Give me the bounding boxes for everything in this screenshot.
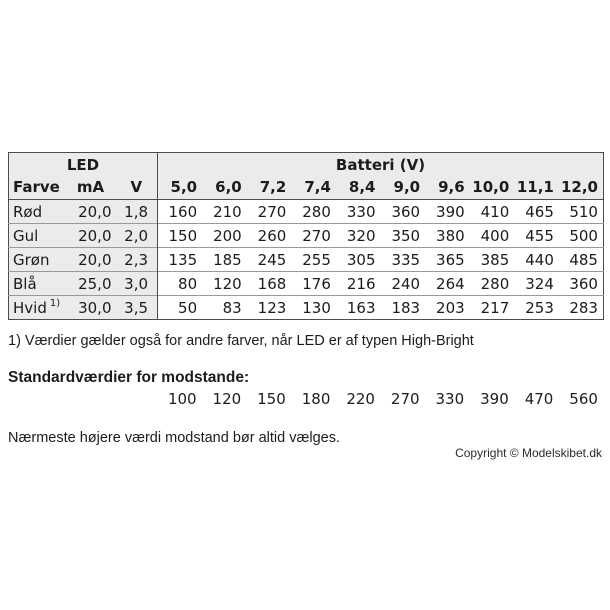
column-header-voltage: 10,0 xyxy=(470,175,515,200)
table-row xyxy=(9,200,604,224)
cell-resistor-value: 123 xyxy=(247,296,292,320)
cell-resistor-value: 260 xyxy=(247,224,292,248)
cell-resistor-value: 253 xyxy=(514,296,559,320)
cell-resistor-value: 465 xyxy=(514,200,559,224)
cell-resistor-value: 183 xyxy=(381,296,426,320)
cell-resistor-value: 335 xyxy=(381,248,426,272)
cell-resistor-value: 385 xyxy=(470,248,515,272)
cell-resistor-value: 240 xyxy=(381,272,426,296)
cell-resistor-value: 168 xyxy=(247,272,292,296)
column-header-voltage: 8,4 xyxy=(336,175,381,200)
standard-values-row xyxy=(157,390,603,408)
standard-value: 560 xyxy=(569,390,598,408)
cell-resistor-value: 455 xyxy=(514,224,559,248)
cell-resistor-value: 305 xyxy=(336,248,381,272)
column-header-voltage: 11,1 xyxy=(514,175,559,200)
footnote: 1) Værdier gælder også for andre farver, når LED er af typen High-Bright xyxy=(8,333,474,349)
cell-v: 2,0 xyxy=(116,224,158,248)
cell-resistor-value: 185 xyxy=(202,248,247,272)
cell-resistor-value: 320 xyxy=(336,224,381,248)
cell-ma: 20,0 xyxy=(66,248,116,272)
cell-farve: Gul xyxy=(9,224,66,248)
cell-ma: 25,0 xyxy=(66,272,116,296)
copyright: Copyright © Modelskibet.dk xyxy=(455,446,602,460)
standard-value: 120 xyxy=(212,390,242,408)
cell-resistor-value: 510 xyxy=(559,200,604,224)
cell-v: 3,5 xyxy=(116,296,158,320)
cell-resistor-value: 255 xyxy=(291,248,336,272)
cell-resistor-value: 217 xyxy=(470,296,515,320)
cell-resistor-value: 50 xyxy=(158,296,203,320)
standard-value: 390 xyxy=(480,390,509,408)
cell-v: 3,0 xyxy=(116,272,158,296)
cell-v: 1,8 xyxy=(116,200,158,224)
table-row xyxy=(9,272,604,296)
table-header xyxy=(9,153,604,200)
footnote-marker: 1) xyxy=(49,297,61,309)
standard-values-title: Standardværdier for modstande: xyxy=(8,369,250,386)
cell-resistor-value: 500 xyxy=(559,224,604,248)
standard-value: 180 xyxy=(301,390,331,408)
cell-resistor-value: 83 xyxy=(202,296,247,320)
standard-value: 100 xyxy=(167,390,197,408)
led-resistor-table xyxy=(8,152,604,320)
cell-farve: Grøn xyxy=(9,248,66,272)
cell-resistor-value: 270 xyxy=(291,224,336,248)
table-row xyxy=(9,224,604,248)
column-header-ma: mA xyxy=(66,175,116,200)
column-header-voltage: 9,0 xyxy=(381,175,426,200)
cell-resistor-value: 203 xyxy=(425,296,470,320)
cell-resistor-value: 160 xyxy=(158,200,203,224)
cell-farve: Blå xyxy=(9,272,66,296)
standard-value: 270 xyxy=(390,390,420,408)
column-header-voltage: 7,4 xyxy=(291,175,336,200)
standard-value: 330 xyxy=(435,390,465,408)
column-header-voltage: 5,0 xyxy=(158,175,203,200)
note: Nærmeste højere værdi modstand bør altid vælges. xyxy=(8,430,341,446)
cell-resistor-value: 440 xyxy=(514,248,559,272)
cell-resistor-value: 400 xyxy=(470,224,515,248)
table-row xyxy=(9,248,604,272)
standard-value: 470 xyxy=(524,390,554,408)
cell-resistor-value: 264 xyxy=(425,272,470,296)
table-row xyxy=(9,296,604,320)
cell-resistor-value: 210 xyxy=(202,200,247,224)
standard-value: 220 xyxy=(346,390,375,408)
cell-resistor-value: 135 xyxy=(158,248,203,272)
cell-resistor-value: 360 xyxy=(559,272,604,296)
led-group-header: LED xyxy=(9,153,158,175)
cell-resistor-value: 80 xyxy=(158,272,203,296)
column-header-row xyxy=(9,175,604,200)
column-header-voltage: 6,0 xyxy=(202,175,247,200)
cell-resistor-value: 410 xyxy=(470,200,515,224)
column-header-voltage: 9,6 xyxy=(425,175,470,200)
column-header-farve: Farve xyxy=(9,175,66,200)
cell-resistor-value: 216 xyxy=(336,272,381,296)
cell-resistor-value: 360 xyxy=(381,200,426,224)
cell-resistor-value: 324 xyxy=(514,272,559,296)
cell-ma: 20,0 xyxy=(66,224,116,248)
cell-resistor-value: 390 xyxy=(425,200,470,224)
cell-resistor-value: 150 xyxy=(158,224,203,248)
group-header-row xyxy=(9,153,604,175)
column-header-voltage: 7,2 xyxy=(247,175,292,200)
cell-resistor-value: 245 xyxy=(247,248,292,272)
cell-resistor-value: 380 xyxy=(425,224,470,248)
standard-value: 150 xyxy=(257,390,286,408)
cell-ma: 20,0 xyxy=(66,200,116,224)
cell-resistor-value: 120 xyxy=(202,272,247,296)
cell-resistor-value: 130 xyxy=(291,296,336,320)
cell-resistor-value: 350 xyxy=(381,224,426,248)
cell-ma: 30,0 xyxy=(66,296,116,320)
cell-resistor-value: 280 xyxy=(470,272,515,296)
cell-resistor-value: 176 xyxy=(291,272,336,296)
cell-resistor-value: 163 xyxy=(336,296,381,320)
battery-group-header: Batteri (V) xyxy=(158,153,604,175)
column-header-voltage: 12,0 xyxy=(559,175,604,200)
cell-resistor-value: 270 xyxy=(247,200,292,224)
cell-resistor-value: 283 xyxy=(559,296,604,320)
cell-farve: Hvid $^{1)}$ xyxy=(9,296,66,320)
cell-farve: Rød xyxy=(9,200,66,224)
cell-resistor-value: 200 xyxy=(202,224,247,248)
cell-resistor-value: 365 xyxy=(425,248,470,272)
column-header-v: V xyxy=(116,175,158,200)
table-body xyxy=(9,200,604,320)
cell-resistor-value: 280 xyxy=(291,200,336,224)
cell-v: 2,3 xyxy=(116,248,158,272)
cell-resistor-value: 330 xyxy=(336,200,381,224)
cell-resistor-value: 485 xyxy=(559,248,604,272)
